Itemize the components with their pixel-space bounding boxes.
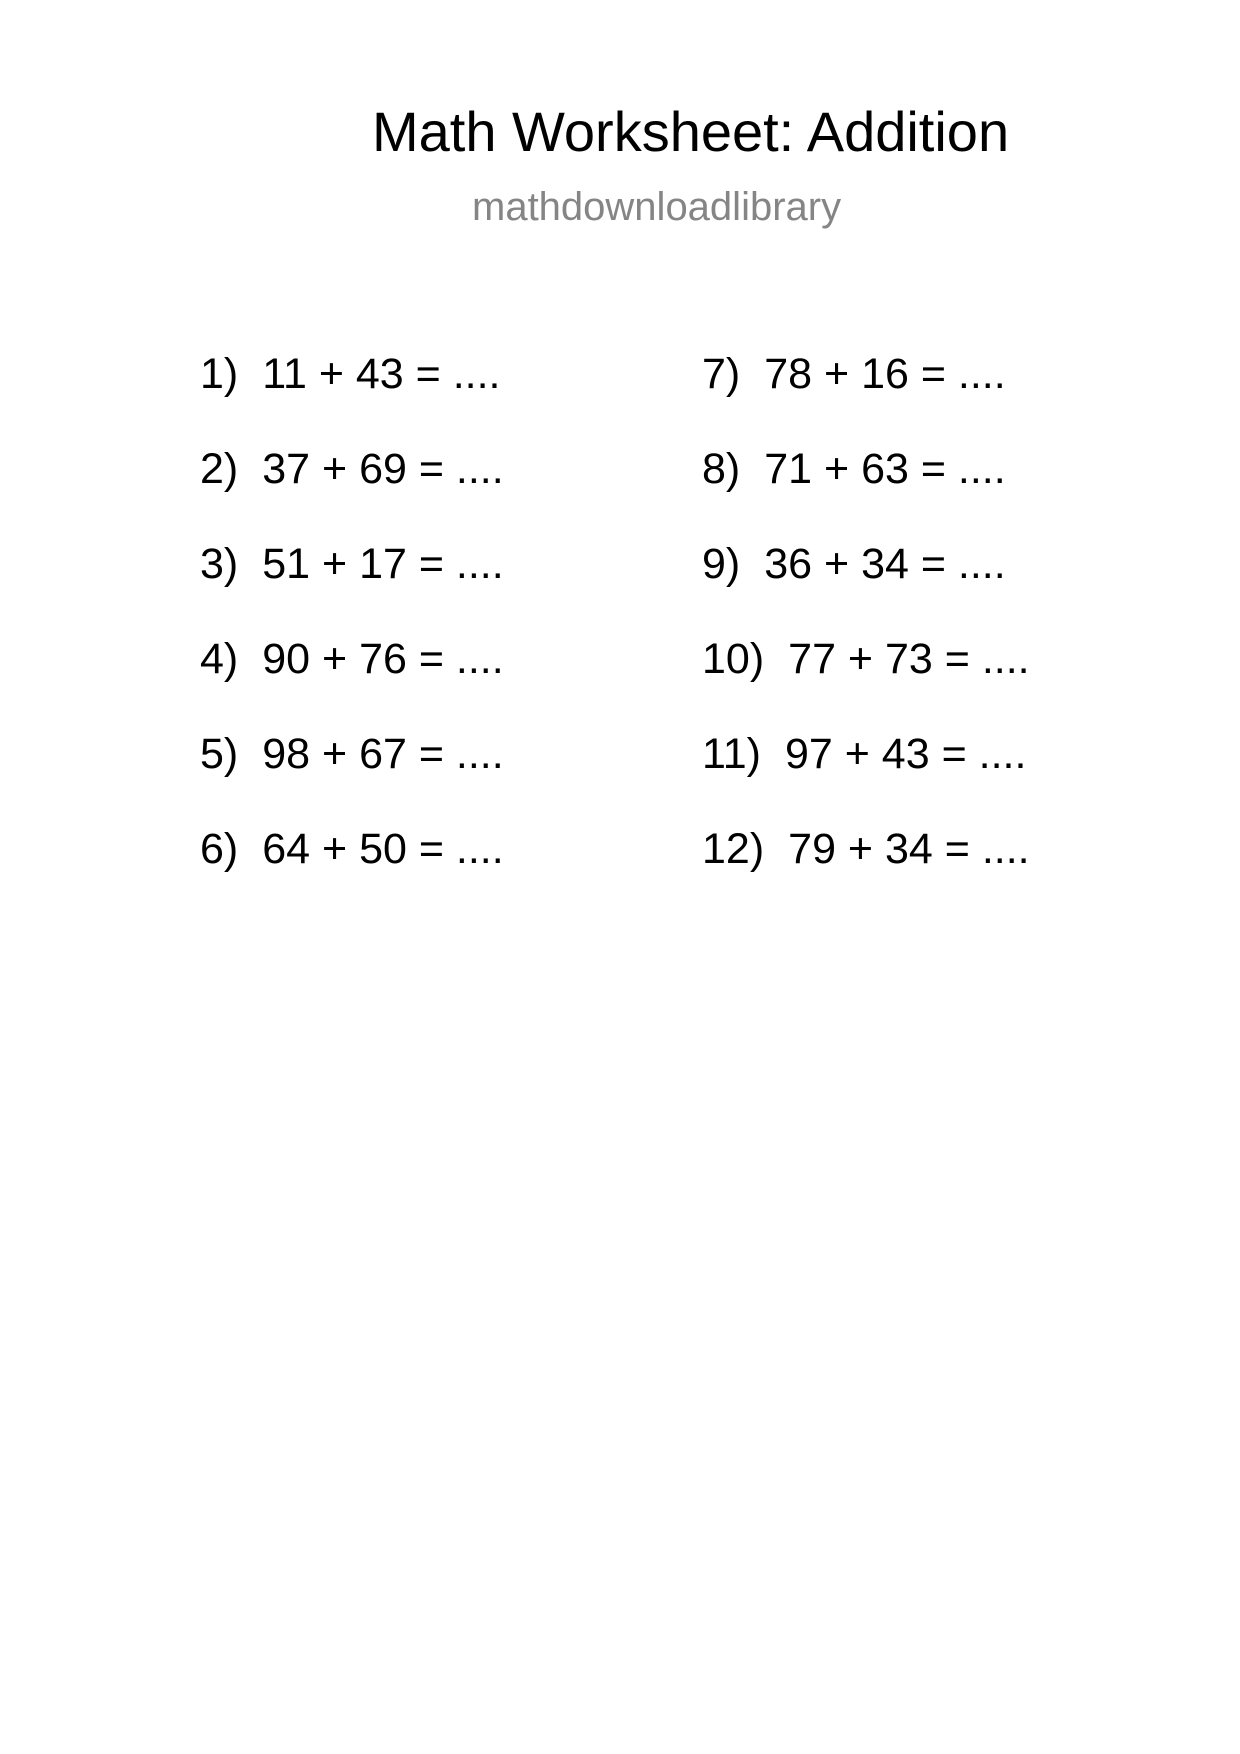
problem-number: 4) [200,635,239,683]
problem-item [200,350,501,398]
problem-number: 6) [200,825,239,873]
problem-expression: 64 + 50 = .... [262,825,504,873]
problem-item [702,825,1030,873]
problem-expression: 90 + 76 = .... [262,635,504,683]
problem-expression: 79 + 34 = .... [788,825,1030,873]
problem-number: 10) [702,635,765,683]
problem-number: 3) [200,540,239,588]
problem-number: 7) [702,350,741,398]
problem-expression: 37 + 69 = .... [262,445,504,493]
page-subtitle: mathdownloadlibrary [472,185,842,229]
problem-number: 5) [200,730,239,778]
problem-item [702,540,1006,588]
problem-item [200,730,504,778]
problem-item [702,730,1026,778]
problem-expression: 98 + 67 = .... [262,730,504,778]
problem-number: 1) [200,350,239,398]
problem-number: 8) [702,445,741,493]
problem-item [702,635,1030,683]
problem-item [200,635,504,683]
problem-item [200,540,504,588]
problem-expression: 77 + 73 = .... [788,635,1030,683]
problem-expression: 71 + 63 = .... [764,445,1006,493]
problem-expression: 11 + 43 = .... [262,350,501,398]
problem-expression: 97 + 43 = .... [784,730,1027,778]
problem-number: 9) [702,540,741,588]
problem-expression: 36 + 34 = .... [764,540,1006,588]
problem-expression: 78 + 16 = .... [764,350,1006,398]
page-title: Math Worksheet: Addition [372,100,1010,163]
problem-item [200,445,504,493]
problem-number: 2) [200,445,239,493]
problem-item [200,825,504,873]
problem-number: 12) [702,825,765,873]
problem-item [702,445,1006,493]
problem-item [702,350,1006,398]
problem-expression: 51 + 17 = .... [262,540,504,588]
problem-number: 11) [702,730,761,778]
